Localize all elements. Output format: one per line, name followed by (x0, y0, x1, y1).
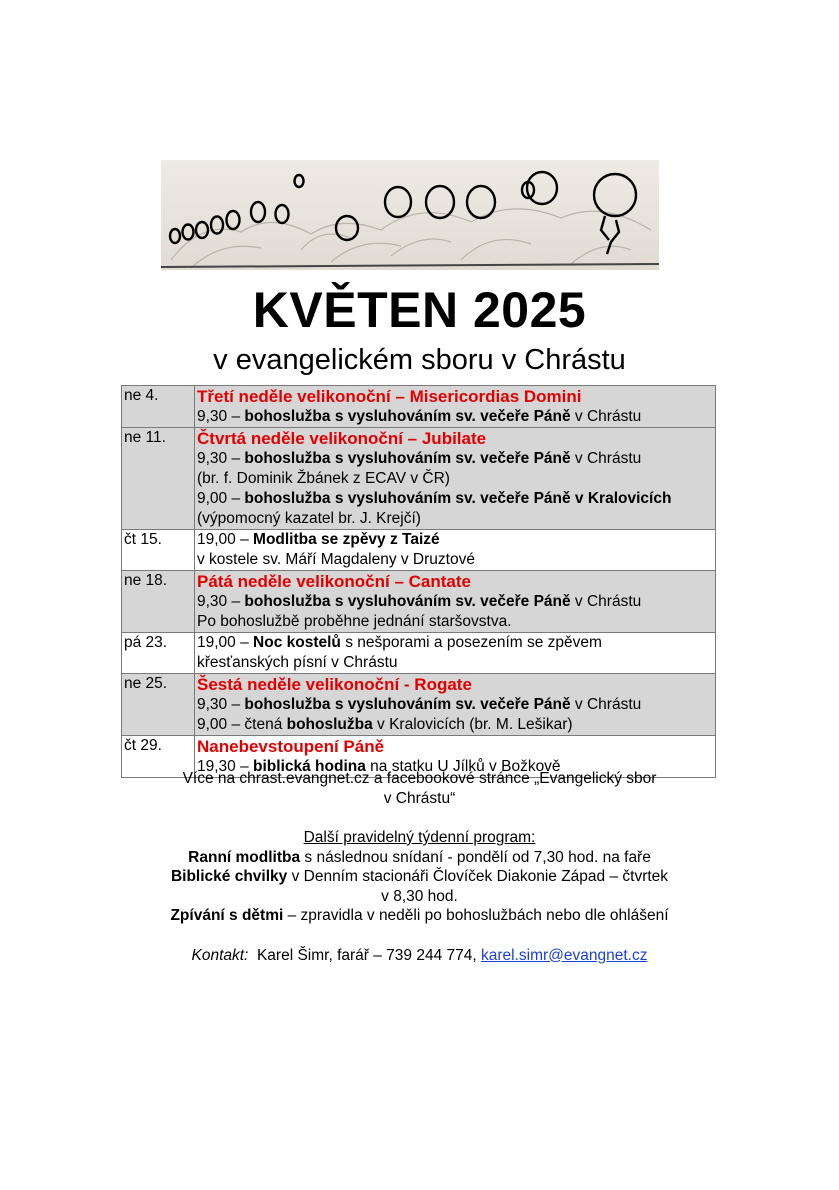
program-title: Další pravidelný týdenní program: (303, 829, 536, 846)
table-row (122, 530, 716, 571)
date-cell: ne 25. (122, 674, 195, 736)
table-row (122, 633, 716, 674)
date-cell: ne 4. (122, 386, 195, 428)
event-heading: Pátá neděle velikonoční – Cantate (197, 572, 471, 591)
event-cell: Nanebevstoupení Páně 19,30 – biblická hodina na statku U Jílků v Božkově (195, 736, 716, 778)
event-cell: 19,00 – Noc kostelů s nešporami a posezením se zpěvem křesťanských písní v Chrástu (195, 633, 716, 674)
program-item: Zpívání s dětmi – zpravidla v neděli po bohoslužbách nebo dle ohlášení (170, 907, 669, 924)
event-heading: Třetí neděle velikonoční – Misericordias Domini (197, 387, 582, 406)
footer (0, 769, 839, 965)
page-title: KVĚTEN 2025 (252, 282, 587, 338)
table-row (122, 428, 716, 530)
event-cell: Pátá neděle velikonoční – Cantate 9,30 – bohoslužba s vysluhováním sv. večeře Páně v Chrástu Po bohoslužbě proběhne jednání staršovstva. (195, 571, 716, 633)
event-heading: Nanebevstoupení Páně (197, 737, 385, 756)
schedule-table (121, 385, 716, 778)
table-row (122, 386, 716, 428)
banner-drawing (161, 160, 659, 270)
event-cell: Třetí neděle velikonoční – Misericordias Domini 9,30 – bohoslužba s vysluhováním sv. večeře Páně v Chrástu (195, 386, 716, 428)
more-info: Více na chrast.evangnet.cz a facebookové stránce „Evangelický sbor v Chrástu“ (182, 770, 657, 807)
event-heading: Šestá neděle velikonoční - Rogate (197, 675, 472, 694)
page-subtitle: v evangelickém sboru v Chrástu (213, 344, 626, 376)
program-item-cont: v 8,30 hod. (381, 887, 458, 905)
date-cell: ne 11. (122, 428, 195, 530)
program-item: Ranní modlitba s následnou snídaní - pondělí od 7,30 hod. na faře (188, 848, 651, 866)
event-heading: Čtvrtá neděle velikonoční – Jubilate (197, 429, 487, 448)
date-cell: čt 29. (122, 736, 195, 778)
event-cell: 19,00 – Modlitba se zpěvy z Taizé v kostele sv. Máří Magdaleny v Druztové (195, 530, 716, 571)
date-cell: čt 15. (122, 530, 195, 571)
table-row (122, 571, 716, 633)
date-cell: ne 18. (122, 571, 195, 633)
table-row (122, 674, 716, 736)
event-cell: Čtvrtá neděle velikonoční – Jubilate 9,30 – bohoslužba s vysluhováním sv. večeře Páně v Chrástu (br. f. Dominik Žbánek z ECAV v ČR) 9,00 – bohoslužba s vysluhováním sv. večeře Páně v Kralovicích (výpomocný kazatel br. J. Krejčí) (195, 428, 716, 530)
date-cell: pá 23. (122, 633, 195, 674)
email-link[interactable]: karel.simr@evangnet.cz (481, 946, 648, 964)
contact-line: Kontakt: Karel Šimr, farář – 739 244 774, karel.simr@evangnet.cz (191, 946, 648, 964)
event-cell: Šestá neděle velikonoční - Rogate 9,30 – bohoslužba s vysluhováním sv. večeře Páně v Chrástu 9,00 – čtená bohoslužba v Kralovicích (br. M. Lešikar) (195, 674, 716, 736)
program-item: Biblické chvilky v Denním stacionáři Človíček Diakonie Západ – čtvrtek (170, 868, 669, 885)
